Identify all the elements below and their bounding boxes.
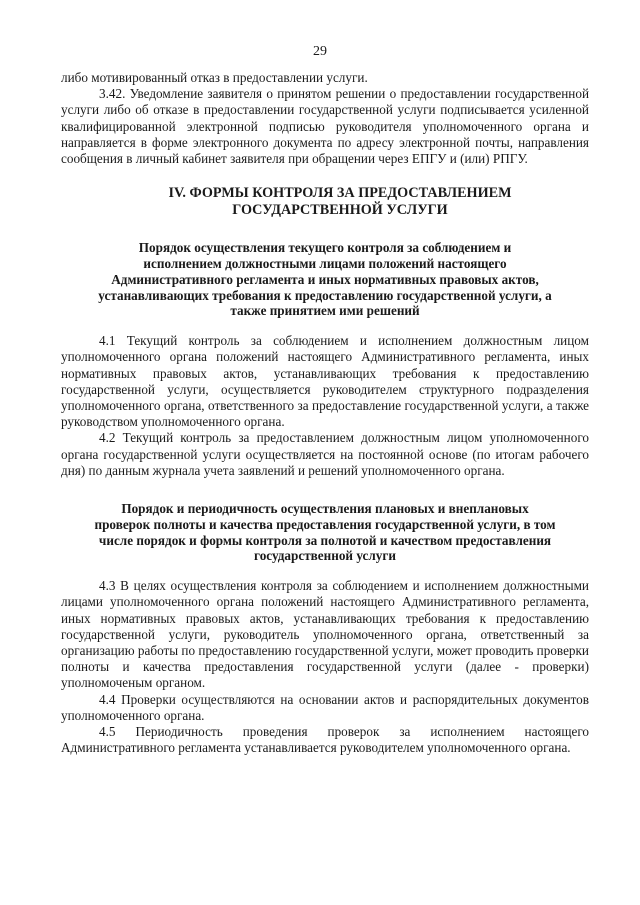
- paragraph-4-2: 4.2 Текущий контроль за предоставлением должностным лицом уполномоченного органа государственной услуги осуществляется на постоянной основе (по итогам рабочего дня) по данным журнала учета заявлений и решений уполномоченного органа.: [61, 430, 589, 478]
- section-heading-inspections: [61, 501, 589, 564]
- paragraph-continuation: либо мотивированный отказ в предоставлении услуги.: [61, 70, 368, 85]
- chapter-heading-line: ГОСУДАРСТВЕННОЙ УСЛУГИ: [232, 201, 448, 218]
- paragraph-4-4: 4.4 Проверки осуществляются на основании актов и распорядительных документов уполномоченного органа.: [61, 691, 589, 723]
- section-heading-line: исполнением должностными лицами положений настоящего: [143, 256, 507, 272]
- chapter-heading: [61, 185, 589, 218]
- paragraph-4-1: 4.1 Текущий контроль за соблюдением и исполнением должностным лицом уполномоченного органа положений настоящего Административного регламента, иных нормативных правовых актов, устанавливающих требования к предоставлению государственной услуги, осуществляется руководителем структурного подразделения уполномоченного органа, ответственного за предоставление государственной услуги, а также руководством уполномоченного органа.: [61, 333, 589, 430]
- section-heading-current-control: [61, 240, 589, 319]
- section-heading-line: устанавливающих требования к предоставлению государственной услуги, а: [98, 287, 552, 303]
- section-heading-line: государственной услуги: [254, 548, 396, 564]
- section-heading-line: Административного регламента и иных нормативных правовых актов,: [111, 271, 539, 287]
- paragraph-4-5: 4.5 Периодичность проведения проверок за исполнением настоящего Административного регламента устанавливается руководителем уполномоченного органа.: [61, 724, 589, 756]
- section-heading-line: Порядок и периодичность осуществления плановых и внеплановых: [121, 501, 529, 517]
- section-heading-line: проверок полноты и качества предоставления государственной услуги, в том: [94, 516, 556, 532]
- section-heading-line: Порядок осуществления текущего контроля за соблюдением и: [138, 240, 512, 256]
- section-heading-line: также принятием ими решений: [230, 303, 420, 319]
- document-body: [61, 70, 589, 756]
- page-number: 29: [313, 44, 327, 59]
- paragraph-4-3: 4.3 В целях осуществления контроля за соблюдением и исполнением должностными лицами уполномоченного органа положений настоящего Административного регламента, иных нормативных правовых актов, устанавливающих требования к предоставлению государственной услуги, руководитель уполномоченного органа, ответственный за организацию работы по предоставлению государственной услуги, может проводить проверки полноты и качества предоставления государственной услуги (далее - проверки) уполномоченым органом.: [61, 578, 589, 691]
- paragraph-3-42: 3.42. Уведомление заявителя о принятом решении о предоставлении государственной услуги либо об отказе в предоставлении государственной услуги подписывается усиленной квалифицированной электронной подписью руководителя уполномоченного органа и направляется в форме электронного документа по адресу электронной почты, направления сообщения в личный кабинет заявителя при обращении через ЕПГУ и (или) РПГУ.: [61, 86, 589, 167]
- section-heading-line: числе порядок и формы контроля за полнотой и качеством предоставления: [98, 532, 552, 548]
- chapter-heading-line: IV. ФОРМЫ КОНТРОЛЯ ЗА ПРЕДОСТАВЛЕНИЕМ: [168, 185, 512, 202]
